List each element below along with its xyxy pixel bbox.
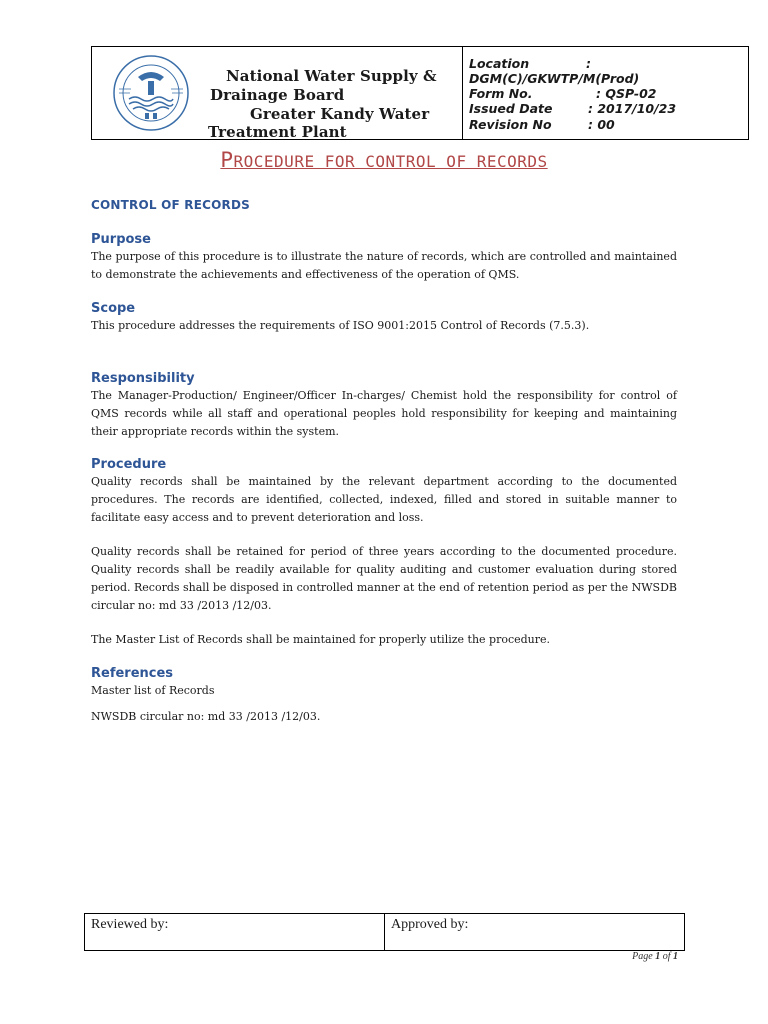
nwsdb-emblem-icon xyxy=(111,53,191,133)
location-value: DGM(C)/GKWTP/M(Prod) xyxy=(469,71,640,86)
references-heading: References xyxy=(91,666,174,681)
organization-name xyxy=(210,47,463,139)
reference-2: NWSDB circular no: md 33 /2013 /12/03. xyxy=(91,710,321,723)
reviewed-by-cell xyxy=(85,914,385,950)
of-word: of xyxy=(662,951,671,962)
procedure-text-2: Quality records shall be retained for period of three years according to the documented procedure. Quality records shall be readily available for quality auditing and customer evaluation during stored period. Records shall be disposed in controlled manner at the end of retention period as per the NWSDB circular no: md 33 /2013 /12/03. xyxy=(91,545,677,612)
org-line-1: National Water Supply & xyxy=(226,67,437,85)
page-current: 1 xyxy=(655,951,661,962)
document-header-table xyxy=(91,46,749,140)
main-heading: CONTROL OF RECORDS xyxy=(91,198,250,212)
purpose-text: The purpose of this procedure is to illustrate the nature of records, which are controlled and maintained to demonstrate the achievements and effectiveness of the operation of QMS. xyxy=(91,250,677,281)
procedure-text-1: Quality records shall be maintained by the relevant department according to the documented procedures. The records are identified, collected, indexed, filled and stored in suitable manner to facilitate easy access and to prevent deterioration and loss. xyxy=(91,475,677,524)
reviewed-by-label: Reviewed by: xyxy=(91,917,169,932)
document-title xyxy=(0,148,768,172)
page-number xyxy=(632,951,678,962)
title-first-letter: P xyxy=(220,148,234,172)
nwsdb-logo xyxy=(92,47,210,139)
revision-no-label: Revision No xyxy=(469,117,552,132)
form-no-value: : QSP-02 xyxy=(596,86,657,101)
signature-table xyxy=(84,913,685,951)
responsibility-heading: Responsibility xyxy=(91,371,195,386)
approved-by-cell xyxy=(385,914,684,950)
responsibility-text: The Manager-Production/ Engineer/Officer In-charges/ Chemist hold the responsibility for control of QMS records while all staff and operational peoples hold responsibility for keeping and maintaining their appropriate records within the system. xyxy=(91,389,677,438)
revision-no-value: : 00 xyxy=(588,117,615,132)
title-rest: ROCEDURE FOR CONTROL OF RECORDS xyxy=(233,152,548,171)
org-line-2: Drainage Board xyxy=(210,86,345,104)
document-control-info xyxy=(463,47,748,139)
page-total: 1 xyxy=(673,951,678,962)
issued-date-label: Issued Date xyxy=(469,101,553,116)
scope-text: This procedure addresses the requirements of ISO 9001:2015 Control of Records (7.5.3). xyxy=(91,319,590,332)
org-line-3: Greater Kandy Water xyxy=(250,105,430,123)
reference-1: Master list of Records xyxy=(91,684,215,697)
purpose-heading: Purpose xyxy=(91,232,151,247)
location-label: Location xyxy=(469,56,530,71)
scope-heading: Scope xyxy=(91,301,136,316)
location-colon: : xyxy=(586,56,591,71)
issued-date-value: : 2017/10/23 xyxy=(588,101,677,116)
procedure-heading: Procedure xyxy=(91,457,167,472)
org-line-4: Treatment Plant xyxy=(208,123,347,141)
approved-by-label: Approved by: xyxy=(391,917,469,932)
procedure-text-3: The Master List of Records shall be maintained for properly utilize the procedure. xyxy=(91,633,551,646)
page-word: Page xyxy=(632,951,653,962)
form-no-label: Form No. xyxy=(469,86,533,101)
